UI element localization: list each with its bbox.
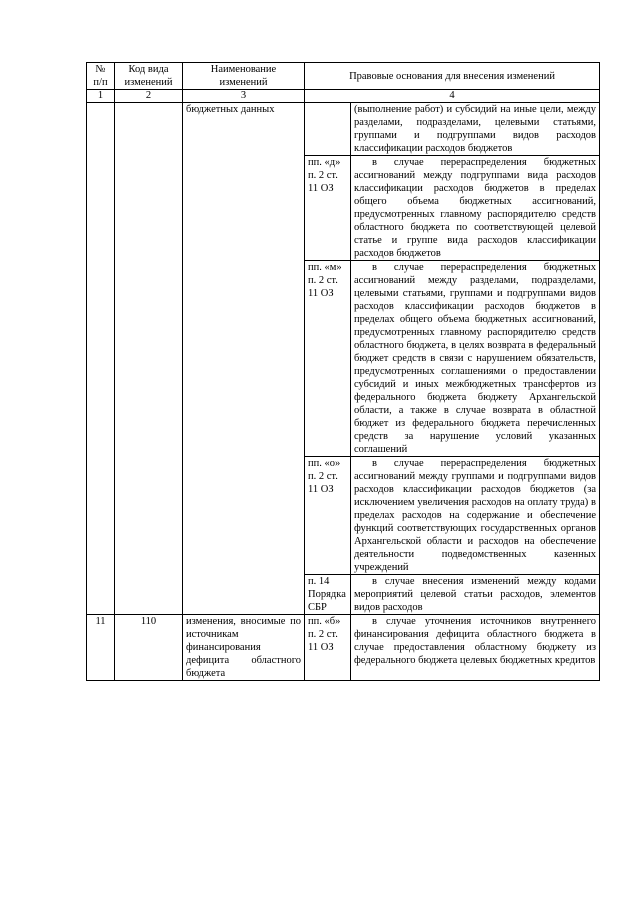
index-2: 2: [115, 90, 183, 103]
cell-desc-continued: (выполнение работ) и субсидий на иные цели, между разделами, подразделами, целевыми статьями, группами и подгруппами видов расходов классификации расходов бюджетов: [351, 103, 600, 156]
index-3: 3: [183, 90, 305, 103]
table-row: [87, 103, 600, 156]
cell-ref: пп. «м» п. 2 ст. 11 ОЗ: [305, 261, 351, 457]
cell-desc: в случае внесения изменений между кодами мероприятий целевой статьи расходов, элементов видов расходов: [351, 575, 600, 615]
cell-ref: пп. «б» п. 2 ст. 11 ОЗ: [305, 615, 351, 681]
table-row-11: [87, 615, 600, 681]
index-row: [87, 90, 600, 103]
cell-num: 11: [87, 615, 115, 681]
header-code: Код вида изменений: [115, 63, 183, 90]
cell-ref: п. 14 Порядка СБР: [305, 575, 351, 615]
header-basis: Правовые основания для внесения изменений: [305, 63, 600, 90]
index-1: 1: [87, 90, 115, 103]
cell-ref: пп. «д» п. 2 ст. 11 ОЗ: [305, 156, 351, 261]
cell-code: 110: [115, 615, 183, 681]
header-name: Наименование изменений: [183, 63, 305, 90]
header-num: № п/п: [87, 63, 115, 90]
cell-num-continued: [87, 103, 115, 615]
cell-ref: пп. «о» п. 2 ст. 11 ОЗ: [305, 457, 351, 575]
cell-name-continued: бюджетных данных: [183, 103, 305, 615]
index-4: 4: [305, 90, 600, 103]
cell-desc: в случае перераспределения бюджетных ассигнований между разделами, подразделами, целевыми статьями, группами и подгруппами видов расходов классификации расходов бюджетов в пределах общего объема бюджетных ассигнований, предусмотренных главному распорядителю средств областного бюджета, в целях возврата в федеральный бюджет средств в связи с нарушением обязательств, предусмотренных соглашениями о предоставлении субсидий и иных межбюджетных трансфертов из федерального бюджета бюджету Архангельской области, а также в случае возврата в областной бюджет из федерального бюджета перечисленных средств за нарушение условий указанных соглашений: [351, 261, 600, 457]
changes-table: [86, 62, 600, 681]
cell-desc: в случае перераспределения бюджетных ассигнований между группами и подгруппами видов расходов классификации расходов бюджетов (за исключением увеличения расходов на оплату труда) в пределах расходов на содержание и обеспечение функций соответствующих государственных органов Архангельской области и расходов на обеспечение деятельности подведомственных казенных учреждений: [351, 457, 600, 575]
cell-name: изменения, вносимые по источникам финансирования дефицита областного бюджета: [183, 615, 305, 681]
cell-desc: в случае уточнения источников внутреннего финансирования дефицита областного бюджета в случае предоставления областному бюджету из федерального бюджета целевых бюджетных кредитов: [351, 615, 600, 681]
cell-ref-continued: [305, 103, 351, 156]
cell-desc: в случае перераспределения бюджетных ассигнований между подгруппами вида расходов классификации расходов бюджетов в пределах общего объема бюджетных ассигнований, предусмотренных главному распорядителю средств областного бюджета по соответствующей целевой статье и группе вида расходов классификации расходов бюджетов: [351, 156, 600, 261]
header-row: [87, 63, 600, 90]
cell-code-continued: [115, 103, 183, 615]
